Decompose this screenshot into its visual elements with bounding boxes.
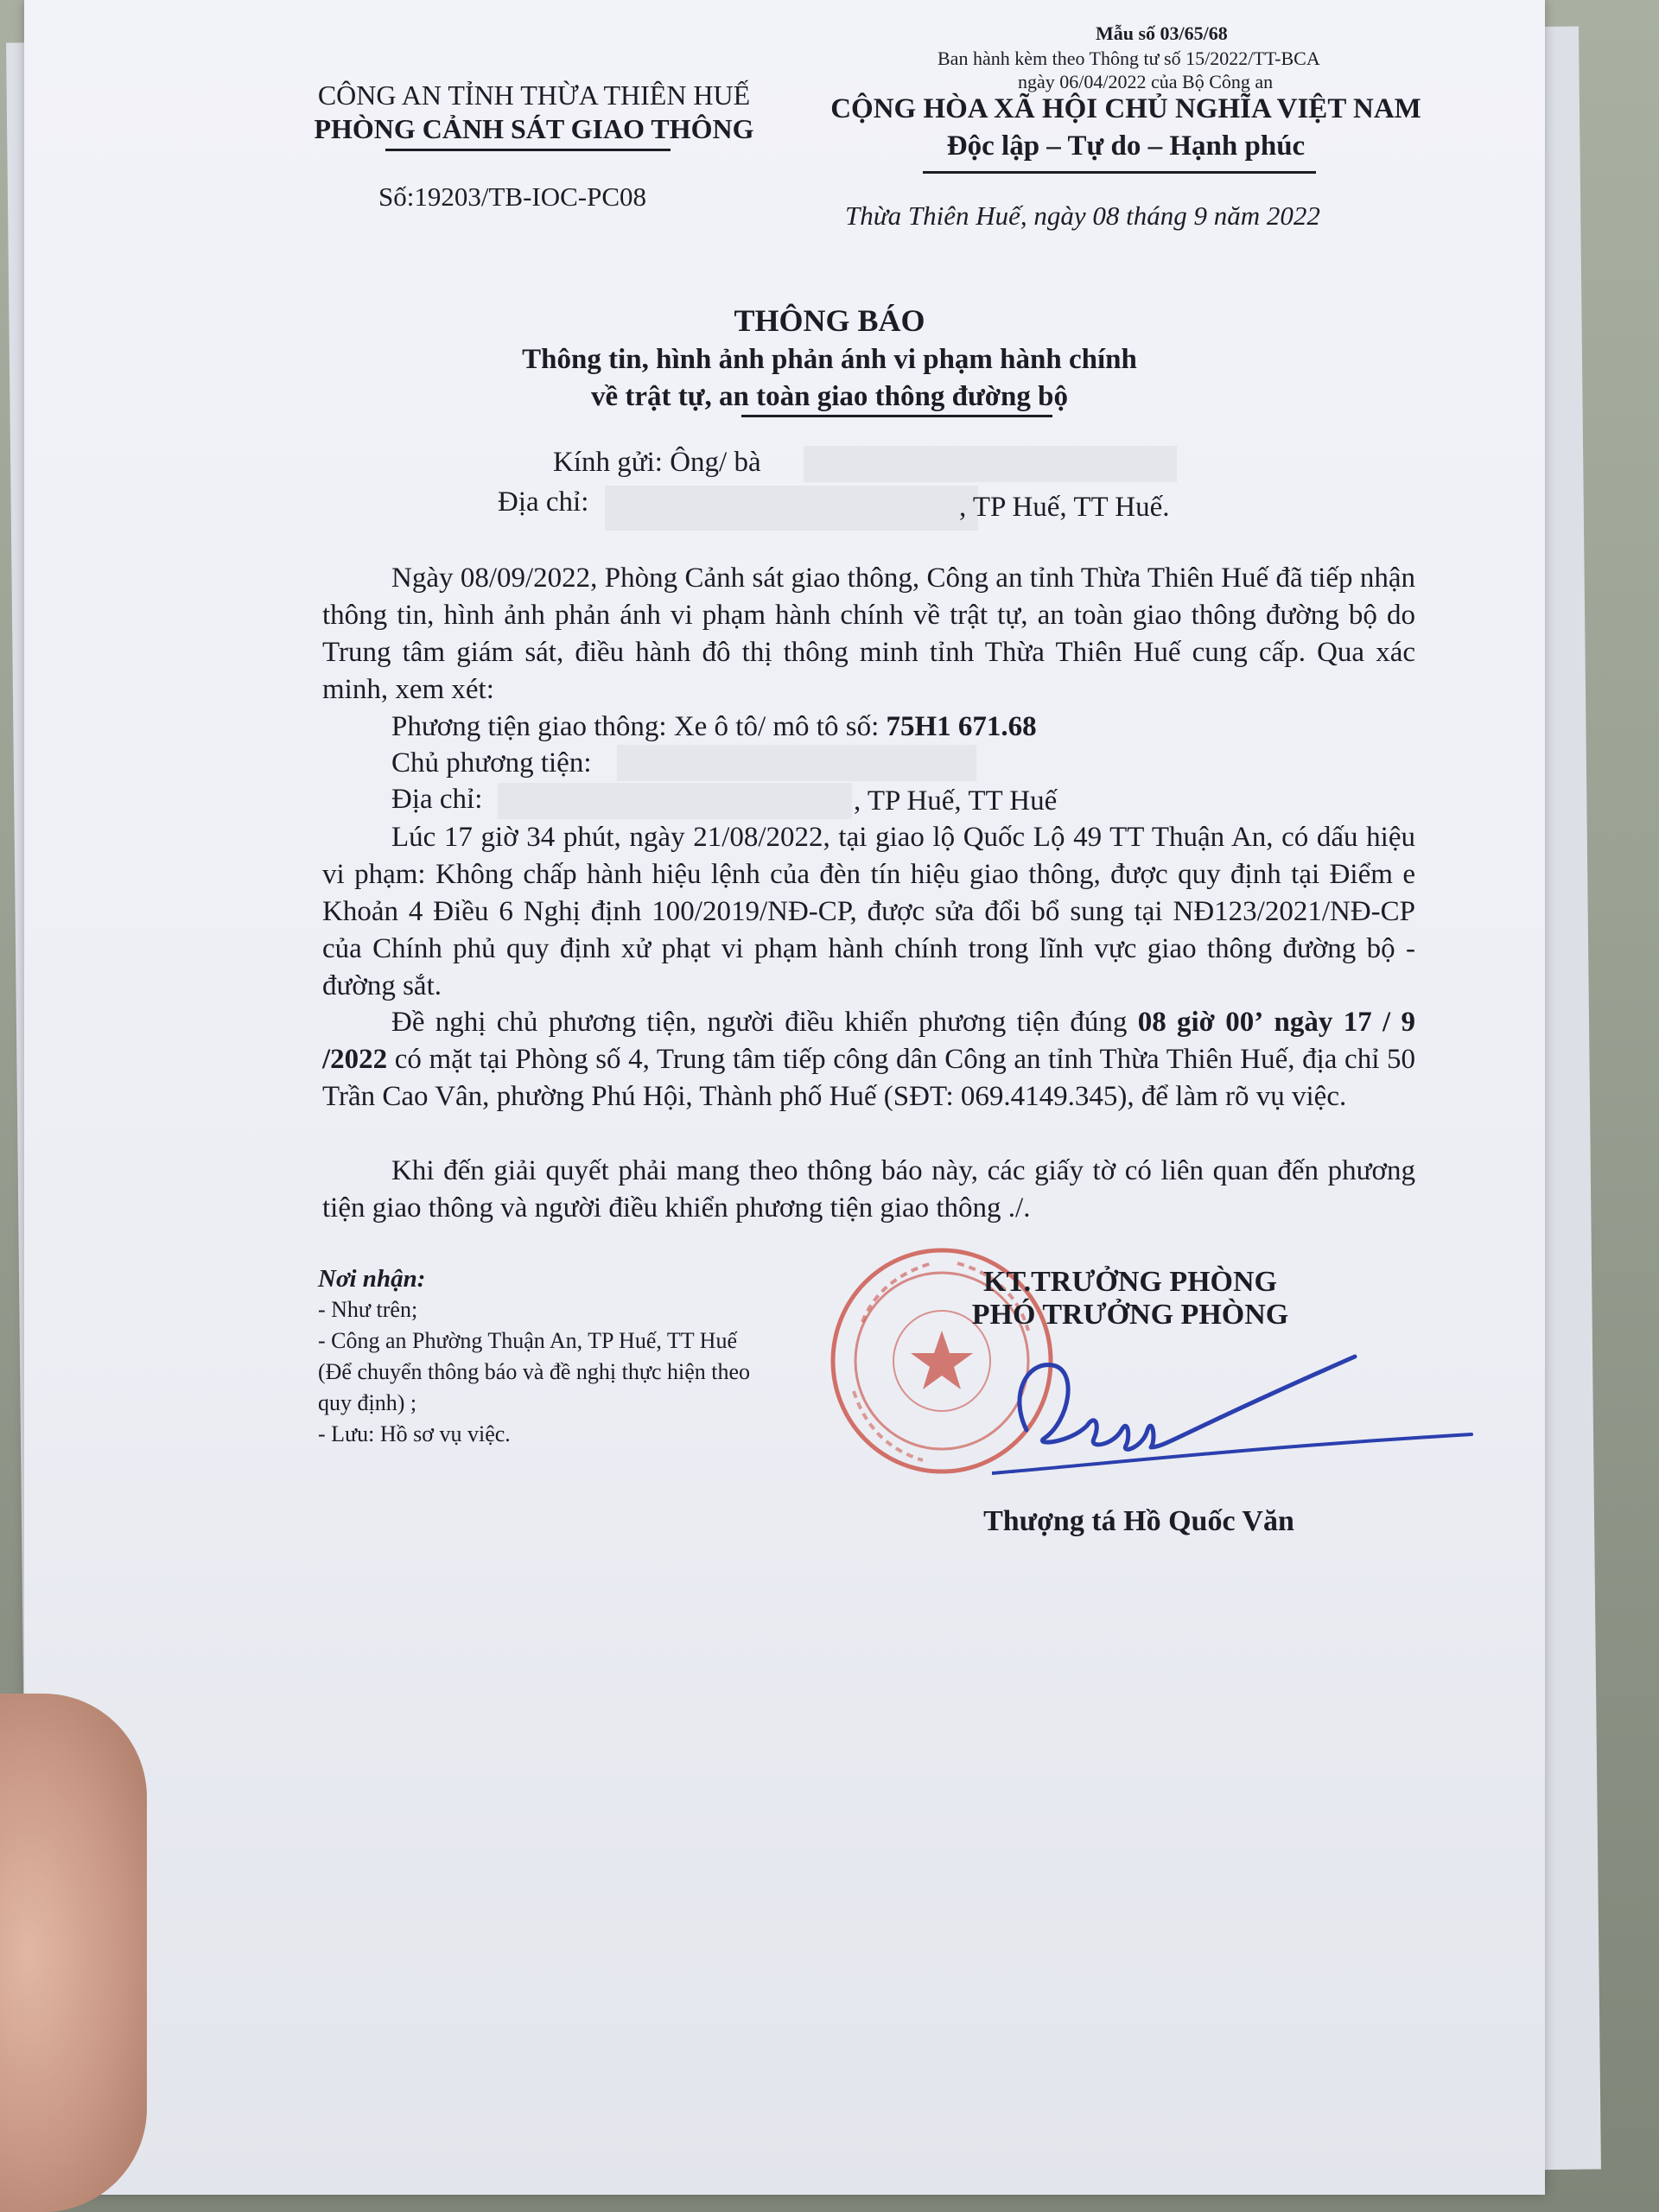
document-subtitle-2: về trật tự, an toàn giao thông đường bộ: [590, 381, 1068, 412]
recipient-item: - Lưu: Hồ sơ vụ việc.: [318, 1421, 511, 1446]
violation-text: Lúc 17 giờ 34 phút, ngày 21/08/2022, tại giao lộ Quốc Lộ 49 TT Thuận An, có dấu hiệu vi phạm: Không chấp hành hiệu lệnh của đèn tín hiệu giao thông, được quy định tại Điểm e Khoản 4 Điều 6 Nghị định 100/2019/NĐ-CP, được sửa đổi bổ sung tại NĐ123/2021/NĐ-CP của Chính phủ quy định xử phạt vi phạm hành chính trong lĩnh vực giao thông đường bộ - đường sắt.: [322, 822, 1415, 1001]
signature-title-line2: PHÓ TRƯỞNG PHÒNG: [971, 1299, 1289, 1331]
summons-location: có mặt tại Phòng số 4, Trung tâm tiếp công dân Công an tỉnh Thừa Thiên Huế, địa chỉ 50 Trần Cao Vân, phường Phú Hội, Thành phố Huế (SĐT: 069.4149.345), để làm rõ vụ việc.: [322, 1044, 1415, 1112]
nation-name: CỘNG HÒA XÃ HỘI CHỦ NGHĨA VIỆT NAM: [830, 93, 1421, 124]
document-number: Số:19203/TB-IOC-PC08: [378, 181, 647, 212]
motto-underline: [923, 171, 1316, 174]
document-title: THÔNG BÁO: [734, 303, 925, 338]
document-subtitle-1: Thông tin, hình ảnh phản ánh vi phạm hành chính: [522, 344, 1137, 375]
vehicle-label: Phương tiện giao thông: Xe ô tô/ mô tô số:: [391, 711, 887, 742]
body-paragraph-4: Khi đến giải quyết phải mang theo thông báo này, các giấy tờ có liên quan đến phương tiện giao thông và người điều khiển phương tiện giao thông ./.: [322, 1155, 1415, 1224]
recipients-heading: Nơi nhận:: [318, 1265, 426, 1293]
signer-name: Thượng tá Hồ Quốc Văn: [983, 1505, 1294, 1537]
summons-time: 08 giờ 00’: [1137, 1007, 1264, 1038]
owner-address-suffix: , TP Huế, TT Huế: [854, 785, 1058, 817]
title-underline: [741, 415, 1052, 417]
redaction-box: [498, 783, 852, 819]
agency-line1: CÔNG AN TỈNH THỪA THIÊN HUẾ: [317, 79, 751, 111]
addressee-address-label: Địa chỉ:: [498, 486, 589, 518]
body-paragraph-3: [322, 1004, 1415, 1116]
nation-motto: Độc lập – Tự do – Hạnh phúc: [946, 130, 1306, 162]
form-issued-line1: Ban hành kèm theo Thông tư số 15/2022/TT-BCA: [938, 48, 1320, 69]
addressee-greeting: Kính gửi: Ông/ bà: [553, 447, 761, 478]
body-paragraph-1: Ngày 08/09/2022, Phòng Cảnh sát giao thông, Công an tỉnh Thừa Thiên Huế đã tiếp nhận thông tin, hình ảnh phản ánh vi phạm hành chính về trật tự, an toàn giao thông đường bộ do Trung tâm giám sát, điều hành đô thị thông minh tỉnh Thừa Thiên Huế cung cấp. Qua xác minh, xem xét:: [322, 563, 1415, 705]
form-number: Mẫu số 03/65/68: [1096, 22, 1228, 44]
owner-label: Chủ phương tiện:: [391, 747, 592, 779]
national-header: [806, 93, 1446, 162]
redaction-box: [804, 446, 1177, 482]
agency-name: [275, 79, 793, 145]
recipient-item: - Như trên;: [318, 1297, 418, 1322]
signature-title: [957, 1266, 1303, 1332]
summons-intro: Đề nghị chủ phương tiện, người điều khiển phương tiện đúng: [391, 1007, 1138, 1038]
holding-thumb: [0, 1694, 147, 2212]
agency-underline: [385, 149, 671, 151]
recipient-item: - Công an Phường Thuận An, TP Huế, TT Huế: [318, 1328, 737, 1353]
handwritten-signature: [992, 1344, 1476, 1482]
form-issued-line2: ngày 06/04/2022 của Bộ Công an: [1018, 71, 1274, 92]
document-page: [24, 0, 1545, 2195]
signature-title-line1: KT.TRƯỞNG PHÒNG: [983, 1266, 1277, 1298]
recipient-item: (Để chuyển thông báo và đề nghị thực hiện theo: [318, 1359, 751, 1384]
addressee-address-suffix: , TP Huế, TT Huế.: [959, 492, 1170, 523]
recipients-block: [318, 1263, 750, 1450]
place-date: Thừa Thiên Huế, ngày 08 tháng 9 năm 2022: [845, 200, 1320, 231]
body-paragraph-2: [322, 819, 1415, 1005]
redaction-box: [605, 486, 978, 531]
vehicle-line: [391, 709, 1037, 746]
recipient-item: quy định) ;: [318, 1390, 417, 1415]
owner-address-label: Địa chỉ:: [391, 784, 483, 815]
vehicle-plate: 75H1 671.68: [886, 711, 1037, 742]
agency-line2: PHÒNG CẢNH SÁT GIAO THÔNG: [314, 113, 754, 144]
summons-date: ngày 17 / 9 /2022: [322, 1007, 1415, 1075]
redaction-box: [617, 745, 976, 781]
